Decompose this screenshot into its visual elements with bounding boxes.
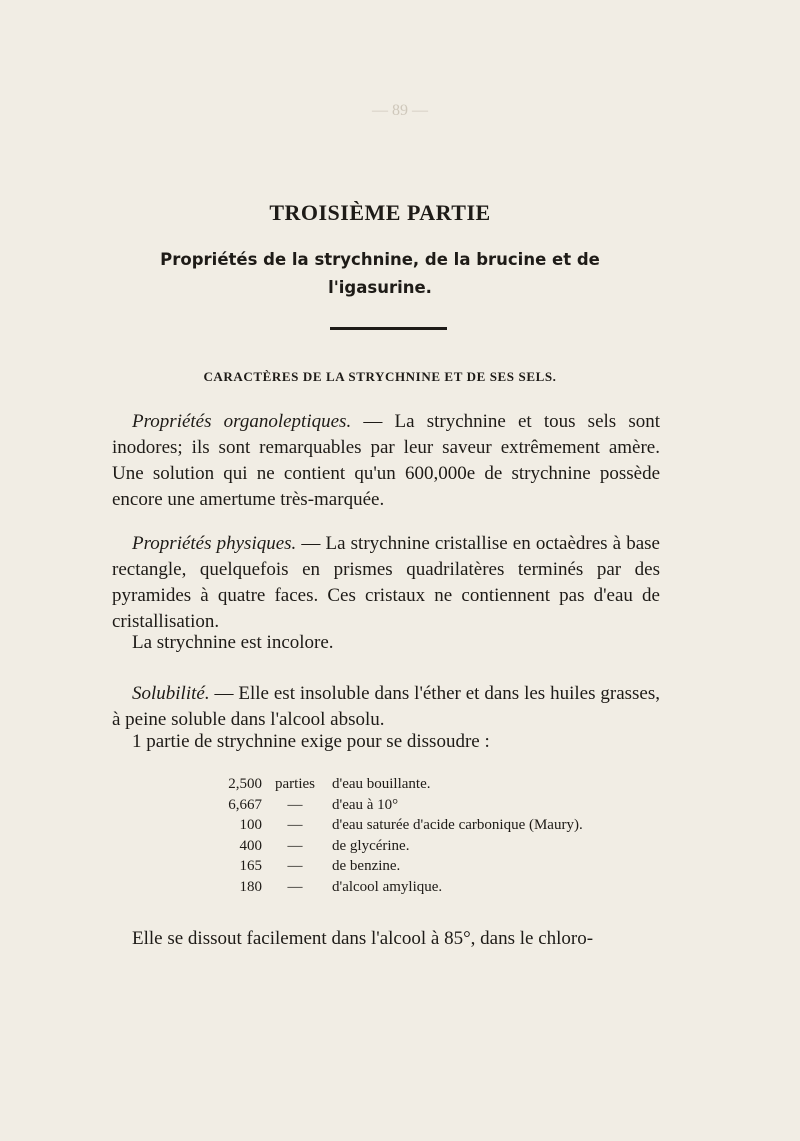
paragraph-continuation: [112, 926, 660, 952]
table-unit: —: [287, 858, 303, 874]
paragraph-lead: Propriétés physiques.: [132, 533, 297, 554]
table-row: [222, 774, 662, 795]
part-title: TROISIÈME PARTIE: [269, 200, 491, 225]
paragraph-text: 1 partie de strychnine exige pour se dissoudre :: [132, 731, 490, 752]
table-row: [222, 856, 662, 877]
table-amount: 400: [239, 837, 262, 854]
table-row: [222, 815, 662, 836]
paragraph-dissolve-intro: [112, 729, 660, 755]
table-row: [222, 877, 662, 898]
table-amount: 2,500: [228, 776, 262, 792]
paragraph-physical: [112, 531, 660, 635]
paragraph-text: Elle se dissout facilement dans l'alcool à 85°, dans le chloro-: [132, 928, 594, 949]
paragraph-lead: Propriétés organoleptiques.: [132, 411, 352, 432]
paragraph-text: — La strychnine cristallise en octaèdres à base rectangle, quelquefois en prismes quadrilatères terminés par des pyramides à quatre faces. Ces cristaux ne contiennent pas d'eau de cristallisation.: [112, 533, 660, 632]
paragraph-text: La strychnine est incolore.: [132, 632, 334, 653]
table-row: [222, 795, 662, 816]
paragraph-text: — La strychnine et tous sels sont inodores; ils sont remarquables par leur saveur extrêmement amère. Une solution qui ne contient qu'un 600,000e de strychnine possède encore une amertume très-marquée.: [112, 411, 660, 510]
table-description: d'eau à 10°: [332, 796, 399, 813]
solubility-table: [222, 774, 662, 897]
table-row: [222, 836, 662, 857]
table-description: de benzine.: [332, 858, 401, 874]
table-description: d'eau saturée d'acide carbonique (Maury).: [332, 817, 583, 833]
table-amount: 165: [239, 858, 262, 874]
subtitle: Propriétés de la strychnine, de la brucine et de l'igasurine.: [160, 250, 600, 297]
table-unit: —: [287, 878, 303, 895]
paragraph-colorless: [112, 630, 660, 656]
table-unit: parties: [275, 776, 315, 792]
page-number: — 89 —: [372, 102, 428, 119]
section-heading: CARACTÈRES DE LA STRYCHNINE ET DE SES SELS.: [203, 369, 557, 384]
paragraph-text: — Elle est insoluble dans l'éther et dans les huiles grasses, à peine soluble dans l'alcool absolu.: [112, 683, 660, 730]
table-description: de glycérine.: [332, 837, 410, 854]
table-amount: 6,667: [228, 796, 262, 813]
table-description: d'eau bouillante.: [332, 776, 431, 792]
paragraph-lead: Solubilité.: [132, 683, 210, 704]
table-amount: 100: [239, 817, 262, 833]
paragraph-solubility: [112, 681, 660, 733]
table-description: d'alcool amylique.: [332, 878, 443, 895]
table-amount: 180: [239, 878, 262, 895]
divider-rule: [330, 327, 447, 330]
paragraph-organoleptic: [112, 409, 660, 513]
table-unit: —: [287, 817, 303, 833]
table-unit: —: [287, 837, 303, 854]
table-unit: —: [287, 796, 303, 813]
